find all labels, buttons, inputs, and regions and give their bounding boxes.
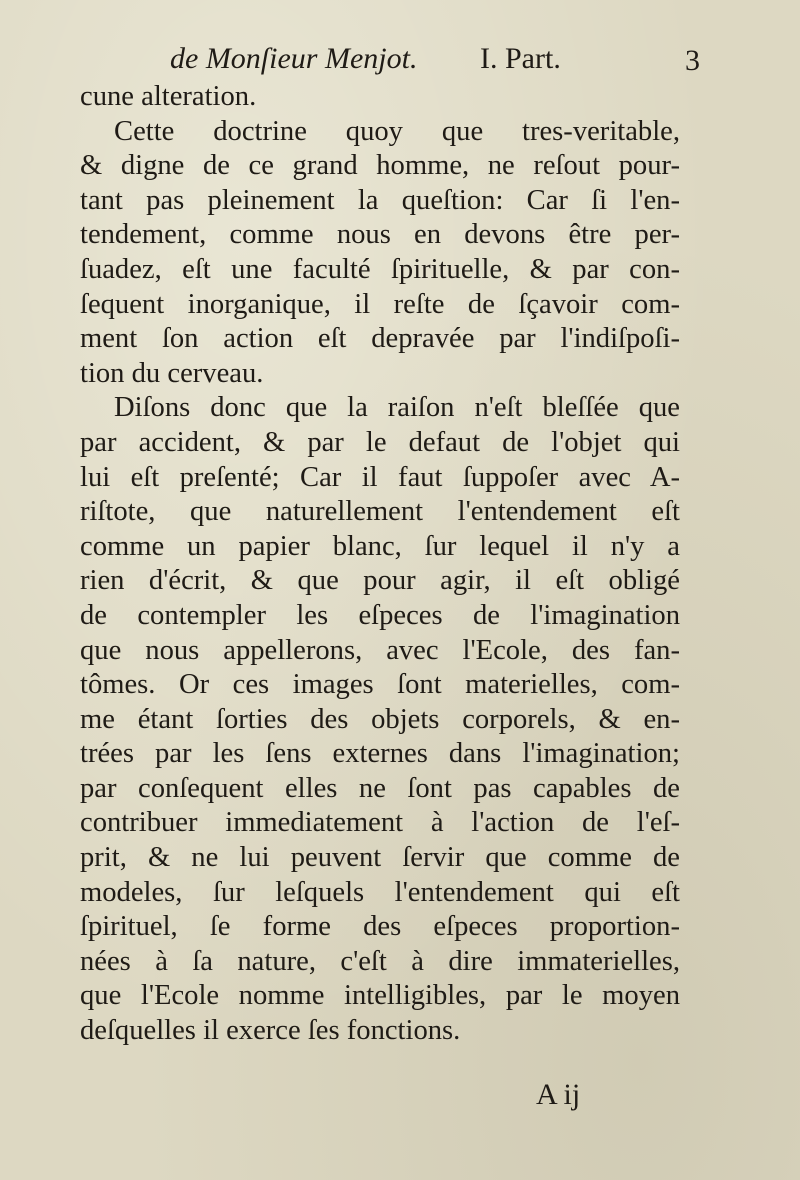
text-line: tômes. Or ces images ſont materielles, com-	[80, 669, 680, 701]
text-line: modeles, ſur leſquels l'entendement qui eſt	[80, 876, 680, 908]
text-line: tant pas pleinement la queſtion: Car ſi l'en-	[80, 184, 680, 216]
text-line: cune alteration.	[80, 81, 257, 112]
text-line: trées par les ſens externes dans l'imagination;	[80, 738, 680, 770]
text-line: tendement, comme nous en devons être per-	[80, 219, 680, 251]
running-head	[170, 42, 700, 82]
text-line: & digne de ce grand homme, ne reſout pour-	[80, 150, 680, 182]
text-line: ſuadez, eſt une faculté ſpirituelle, & par con-	[80, 253, 680, 285]
text-line: par accident, & par le defaut de l'objet qui	[80, 426, 680, 458]
text-line: ſequent inorganique, il reſte de ſçavoir com-	[80, 288, 680, 320]
signature-mark: A ij	[536, 1078, 581, 1111]
running-head-part: I. Part.	[480, 42, 561, 75]
text-line: par conſequent elles ne ſont pas capables de	[80, 772, 680, 804]
text-line: que nous appellerons, avec l'Ecole, des fan-	[80, 634, 680, 666]
text-line: contribuer immediatement à l'action de l'eſ-	[80, 807, 680, 839]
text-line: Diſons donc que la raiſon n'eſt bleſſée que	[114, 392, 680, 424]
text-line: Cette doctrine quoy que tres-veritable,	[114, 115, 680, 147]
text-line: me étant ſorties des objets corporels, & en-	[80, 703, 680, 735]
text-line: tion du cerveau.	[80, 357, 264, 389]
text-line: que l'Ecole nomme intelligibles, par le moyen	[80, 980, 680, 1012]
text-line: prit, & ne lui peuvent ſervir que comme de	[80, 842, 680, 874]
text-line: deſquelles il exerce ſes fonctions.	[80, 1015, 461, 1047]
text-line: de contempler les eſpeces de l'imagination	[80, 599, 680, 631]
text-line: comme un papier blanc, ſur lequel il n'y a	[80, 530, 680, 562]
text-line: nées à ſa nature, c'eſt à dire immaterielles,	[80, 945, 680, 977]
text-line: rien d'écrit, & que pour agir, il eſt obligé	[80, 565, 680, 597]
text-line: ſpirituel, ſe forme des eſpeces proportion-	[80, 911, 680, 943]
text-line: ment ſon action eſt depravée par l'indiſpoſi-	[80, 323, 680, 355]
running-head-title: de Monſieur Menjot.	[170, 42, 418, 75]
body-text	[80, 80, 680, 1049]
text-line: lui eſt preſenté; Car il faut ſuppoſer avec A-	[80, 461, 680, 493]
page-number: 3	[685, 44, 700, 77]
text-line: riſtote, que naturellement l'entendement eſt	[80, 496, 680, 528]
